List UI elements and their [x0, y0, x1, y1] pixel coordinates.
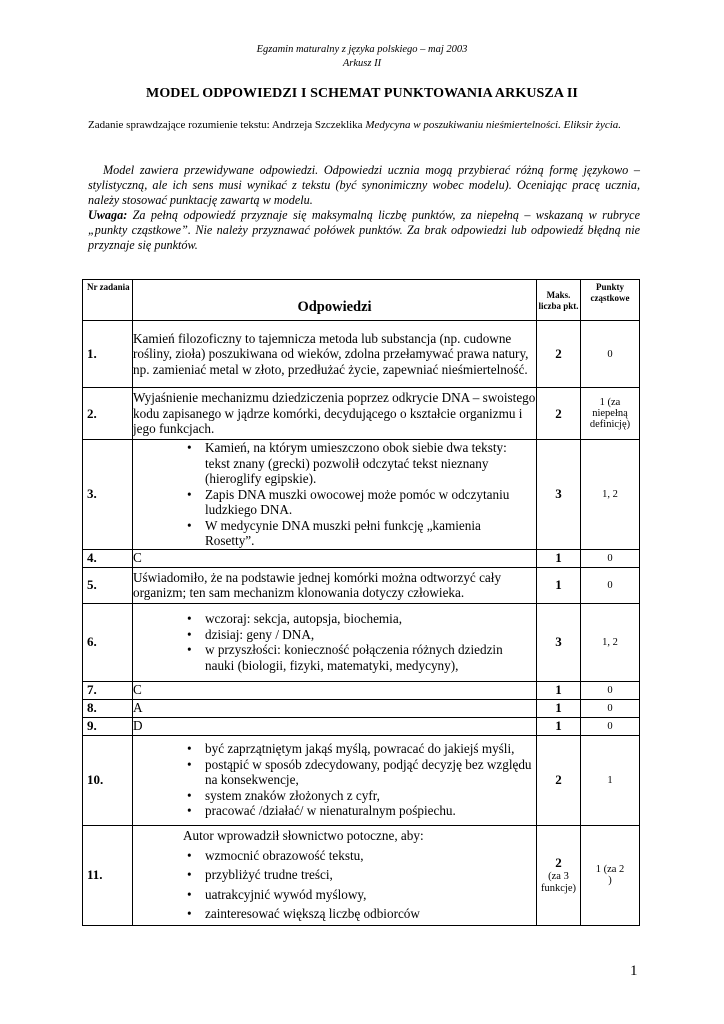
answer-bullets	[133, 440, 536, 549]
answer-text: D	[133, 717, 537, 735]
max-points: 2	[555, 855, 562, 870]
note-text: Za pełną odpowiedź przyznaje się maksymalną liczbę punktów, za niepełną – wskazaną w rubryce „punkty cząstkowe”. Nie należy przyznawać połówek punktów. Za brak odpowiedzi lub odpowiedź błędną nie przyznaje się punktów.	[88, 208, 640, 252]
partial-points: 1, 2	[581, 440, 640, 550]
task-number: 11.	[83, 825, 133, 925]
answer-bullets	[133, 848, 536, 922]
list-item: • dzisiaj: geny / DNA,	[183, 627, 532, 643]
task-number: 10.	[83, 735, 133, 825]
table-row	[83, 321, 640, 388]
partial-points: 0	[581, 681, 640, 699]
max-points: 3	[537, 603, 581, 681]
max-points: 1	[537, 567, 581, 603]
task-description	[88, 118, 633, 132]
list-item: • pracować /działać/ w nienaturalnym pośpiechu.	[183, 803, 532, 819]
header-exam-title: Egzamin maturalny z języka polskiego – maj 2003	[256, 44, 468, 55]
answer-intro: Autor wprowadził słownictwo potoczne, aby:	[183, 828, 424, 844]
table-row	[83, 567, 640, 603]
max-points: 2	[537, 388, 581, 440]
max-points: 1	[537, 549, 581, 567]
answer-text: Kamień filozoficzny to tajemnicza metoda lub substancja (np. cudowne rośliny, zioła) poszukiwana od wieków, zdolna przełamywać prawa natury, np. zamieniać metal w złoto, przedłużać życie, zapewniać nieśmiertelność.	[133, 321, 537, 388]
task-number: 4.	[83, 549, 133, 567]
max-points: 3	[537, 440, 581, 550]
task-number: 3.	[83, 440, 133, 550]
task-number: 2.	[83, 388, 133, 440]
partial-points: 0	[581, 717, 640, 735]
table-row	[83, 388, 640, 440]
task-prefix: Zadanie sprawdzające rozumienie tekstu: Andrzeja Szczeklika	[88, 119, 366, 131]
table-row	[83, 735, 640, 825]
task-number: 1.	[83, 321, 133, 388]
table-row	[83, 549, 640, 567]
list-item: • wzmocnić obrazowość tekstu,	[183, 848, 532, 864]
note-label: Uwaga:	[88, 208, 128, 222]
header-partial-points: Punkty cząstkowe	[581, 280, 640, 321]
answers-table	[82, 279, 640, 926]
table-row	[83, 603, 640, 681]
table-row	[83, 681, 640, 699]
answer-text: A	[133, 699, 537, 717]
header-max-points: Maks. liczba pkt.	[537, 280, 581, 321]
instructions	[88, 163, 640, 253]
max-points: 1	[537, 717, 581, 735]
list-item: • Kamień, na którym umieszczono obok siebie dwa teksty: tekst znany (grecki) pozwolił odczytać tekst nieznany (hieroglify egipskie).	[183, 440, 532, 487]
partial-points: 0	[581, 321, 640, 388]
page-number: 1	[630, 963, 638, 979]
instructions-model: Model zawiera przewidywane odpowiedzi. Odpowiedzi ucznia mogą przybierać różną formę językowo – stylistyczną, ale ich sens musi wynikać z tekstu (być synonimiczny wobec modelu). Oceniając pracę ucznia, należy stosować punktację zawartą w modelu.	[88, 163, 640, 207]
task-number: 8.	[83, 699, 133, 717]
table-row	[83, 717, 640, 735]
partial-points: 1 (za niepełną definicję)	[581, 388, 640, 440]
max-points: 1	[537, 699, 581, 717]
answer-bullets	[133, 741, 536, 819]
list-item: • uatrakcyjnić wywód myślowy,	[183, 887, 532, 903]
max-points: 2	[537, 735, 581, 825]
list-item: • zainteresować większą liczbę odbiorców	[183, 906, 532, 922]
answer-text: Uświadomiło, że na podstawie jednej komórki można odtworzyć cały organizm; ten sam mechanizm klonowania dotyczy człowieka.	[133, 567, 537, 603]
task-number: 9.	[83, 717, 133, 735]
list-item: • być zaprzątniętym jakąś myślą, powracać do jakiejś myśli,	[183, 741, 532, 757]
page-title: MODEL ODPOWIEDZI I SCHEMAT PUNKTOWANIA ARKUSZA II	[146, 86, 578, 101]
list-item: • przybliżyć trudne treści,	[183, 867, 532, 883]
list-item: • W medycynie DNA muszki pełni funkcję „kamienia Rosetty”.	[183, 518, 532, 549]
task-work-title: Medycyna w poszukiwaniu nieśmiertelności. Eliksir życia.	[365, 119, 622, 131]
max-points: 1	[537, 681, 581, 699]
task-number: 6.	[83, 603, 133, 681]
list-item: • w przyszłości: konieczność połączenia różnych dziedzin nauki (biologii, fizyki, matematyki, medycyny),	[183, 642, 532, 673]
partial-points: 1 (za 2 )	[581, 825, 640, 925]
answer-text: Wyjaśnienie mechanizmu dziedziczenia poprzez odkrycie DNA – swoistego kodu zapisanego w jądrze komórki, decydującego o kształcie organizmu i jego funkcjach.	[133, 388, 537, 440]
answer-text: C	[133, 681, 537, 699]
max-points-note: (za 3 funkcje)	[541, 871, 576, 894]
partial-points: 1	[581, 735, 640, 825]
max-points: 2	[537, 321, 581, 388]
instructions-note	[88, 208, 640, 253]
header-answers: Odpowiedzi	[133, 280, 537, 321]
header-sheet: Arkusz II	[342, 58, 382, 69]
answer-bullets	[133, 611, 536, 673]
table-row	[83, 825, 640, 925]
partial-points: 0	[581, 549, 640, 567]
table-row	[83, 440, 640, 550]
partial-points: 0	[581, 699, 640, 717]
task-number: 5.	[83, 567, 133, 603]
table-row	[83, 699, 640, 717]
partial-points: 0	[581, 567, 640, 603]
header-task-number: Nr zadania	[83, 280, 133, 321]
task-number: 7.	[83, 681, 133, 699]
table-header	[83, 280, 640, 321]
partial-points: 1, 2	[581, 603, 640, 681]
list-item: • postąpić w sposób zdecydowany, podjąć decyzję bez względu na konsekwencje,	[183, 757, 532, 788]
answer-text: C	[133, 549, 537, 567]
list-item: • wczoraj: sekcja, autopsja, biochemia,	[183, 611, 532, 627]
list-item: • system znaków złożonych z cyfr,	[183, 788, 532, 804]
list-item: • Zapis DNA muszki owocowej może pomóc w odczytaniu ludzkiego DNA.	[183, 487, 532, 518]
